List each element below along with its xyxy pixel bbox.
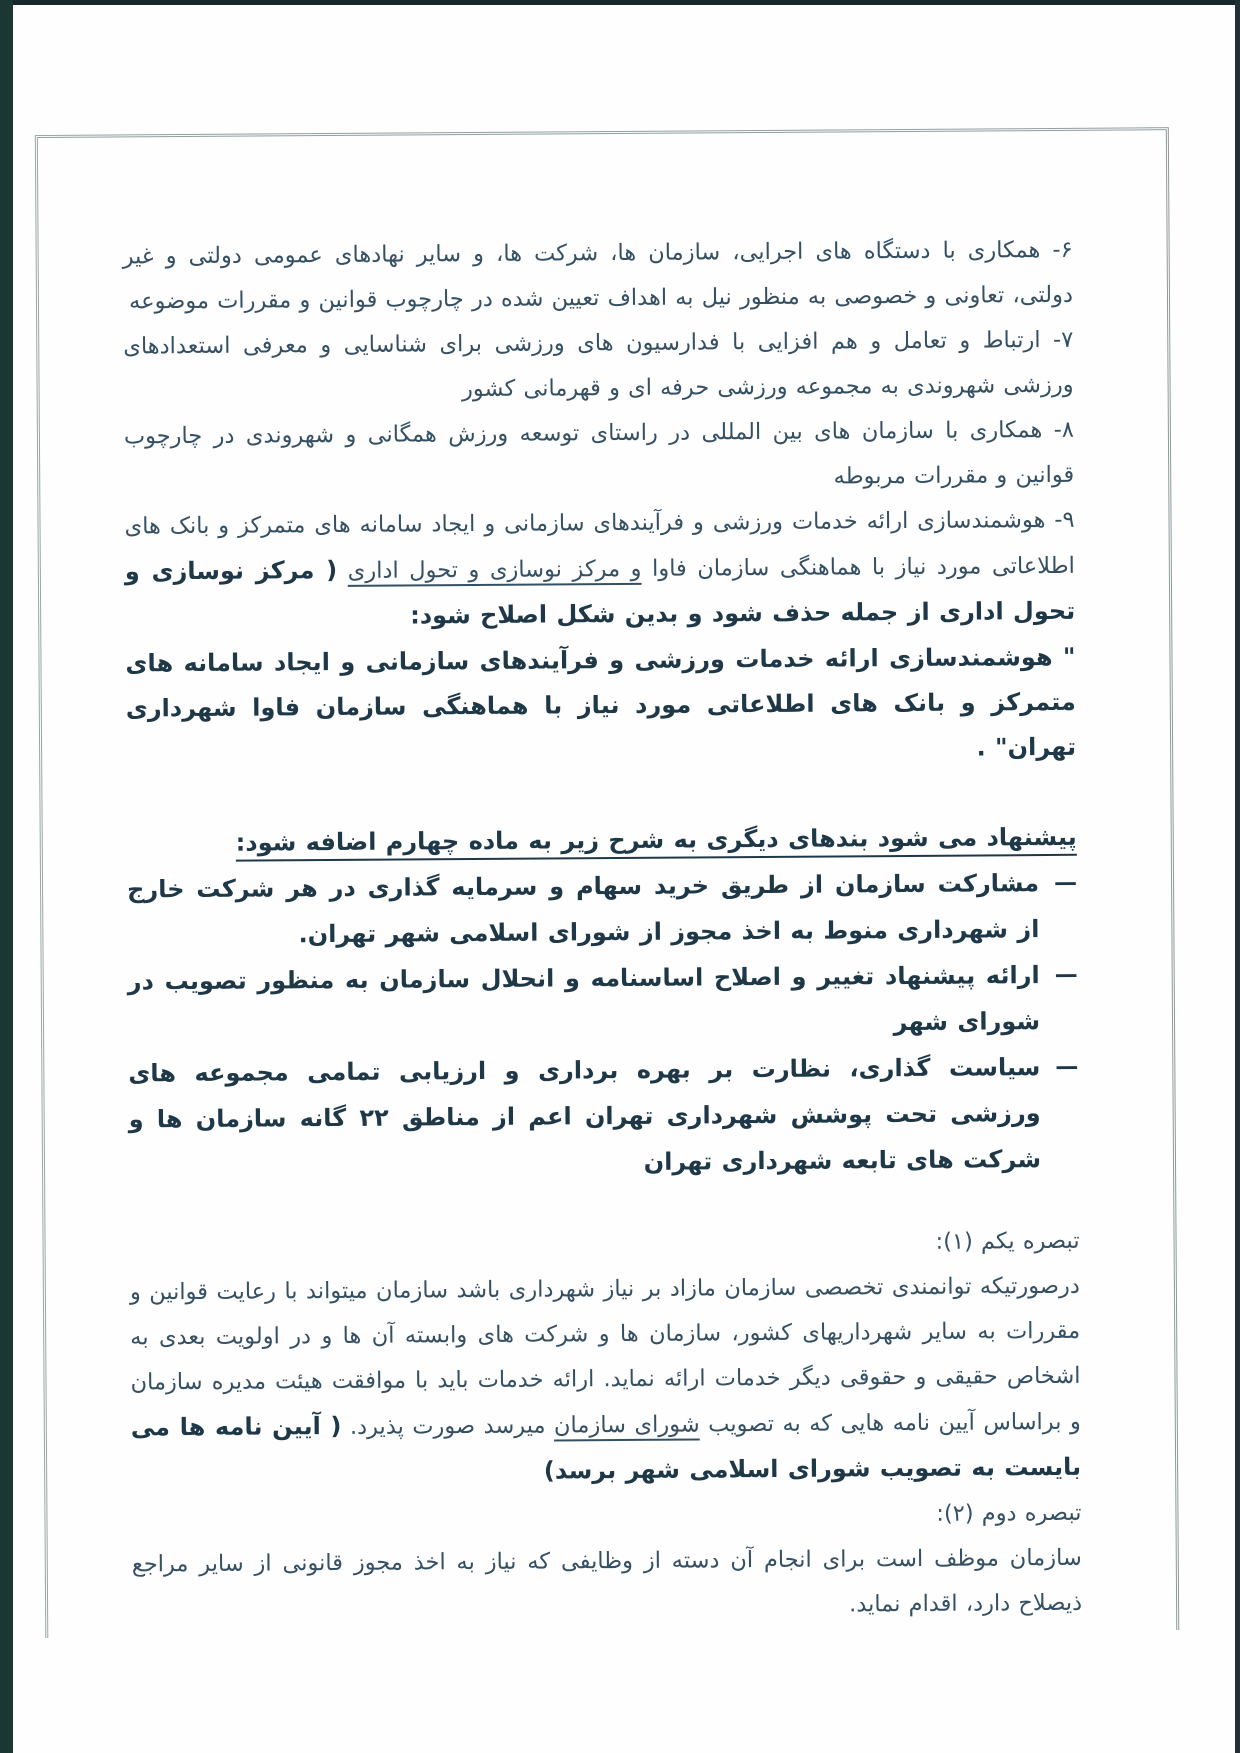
text-run: ارائه پیشنهاد تغییر و اصلاح اساسنامه و انحلال سازمان به منظور تصویب در شورای شهر: [127, 961, 1041, 1037]
text-run: ( مرکز نوسازی و تحول اداری از جمله حذف شود و بدین شکل اصلاح شود:: [124, 555, 1076, 630]
bullet-text: [127, 861, 1040, 959]
note-1-text: [130, 1264, 1082, 1498]
note-2-text: [132, 1536, 1083, 1633]
amended-clause-text: [125, 635, 1076, 777]
list-item: [128, 1045, 1079, 1190]
dash-bullet-icon: —: [1055, 1053, 1079, 1080]
text-run: سیاست گذاری، نظارت بر بهره برداری و ارزیابی تمامی مجموعه های ورزشی تحت پوشش شهرداری تهران اعم از مناطق ۲۲ گانه سازمان ها و شرکت های تابعه شهرداری تهران: [128, 1053, 1042, 1176]
text-run: شورای سازمان: [553, 1411, 700, 1439]
proposal-bullets: [127, 861, 1079, 1190]
text-run: میرسد صورت پذیرد.: [341, 1412, 555, 1440]
text-run: ۹- هوشمندسازی ارائه خدمات ورزشی و فرآیندهای سازمانی و ایجاد سامانه های متمرکز و بانک های اطلاعاتی مورد نیاز با هماهنگی سازمان فاوا: [124, 506, 1075, 582]
text-run: ( آیین نامه ها می بایست به تصویب شورای اسلامی شهر برسد): [130, 1411, 1082, 1485]
clause-9: [124, 498, 1075, 642]
note-1-label: تبصره یکم (۱):: [935, 1227, 1080, 1255]
dash-bullet-icon: —: [1053, 869, 1078, 896]
bullet-text: [128, 1045, 1041, 1189]
text-run: " هوشمندسازی ارائه خدمات ورزشی و فرآیندهای سازمانی و ایجاد سامانه های متمرکز و بانک های اطلاعاتی مورد نیاز با هماهنگی سازمان فاوا شهرداری تهران" .: [125, 642, 1077, 762]
proposal-heading-row: [127, 815, 1077, 868]
text-run: و مرکز نوسازی و تحول اداری: [347, 555, 642, 584]
document-content: [123, 228, 1083, 1633]
text-run: ۸- همکاری با سازمان های بین المللی در راستای توسعه ورزش همگانی و شهروندی در چارچوب قوانین و مقررات مربوطه: [123, 416, 1075, 490]
proposal-heading: پیشنهاد می شود بندهای دیگری به شرح زیر به ماده چهارم اضافه شود:: [235, 822, 1077, 857]
text-run: درصورتیکه توانمندی تخصصی سازمان مازاد بر نیاز شهرداری باشد سازمان میتواند با رعایت قوانین و مقررات به سایر شهرداریهای کشور، سازمان ها و شرکت های وابسته آن ها و در اولویت بعدی به اشخاص حقیقی و حقوقی دیگر خدمات ارائه نماید. ارائه خدمات باید با موافقت هیئت مدیره سازمان و براساس آیین نامه هایی که به تصویب: [129, 1272, 1081, 1438]
bullet-text: [128, 953, 1041, 1051]
list-item: [128, 953, 1079, 1052]
list-item: [127, 861, 1078, 960]
text-run: سازمان موظف است برای انجام آن دسته از وظایفی که نیاز به اخذ مجوز قانونی از سایر مراجع ذیصلاح دارد، اقدام نماید.: [131, 1544, 1083, 1618]
text-run: ۷- ارتباط و تعامل و هم افزایی با فدارسیون های ورزشی برای شناسایی و معرفی استعدادهای ورزشی شهروندی به مجموعه ورزشی حرفه ای و قهرمانی کشور: [123, 326, 1074, 403]
clause-7: [123, 318, 1074, 415]
clause-6: [123, 228, 1074, 325]
text-run: [337, 558, 348, 584]
clause-8: [124, 408, 1075, 505]
dash-bullet-icon: —: [1054, 961, 1078, 988]
note-2-label: تبصره دوم (۲):: [936, 1499, 1082, 1527]
text-run: ۶- همکاری با دستگاه های اجرایی، سازمان ها، شرکت ها، و سایر نهادهای عمومی دولتی و غیر دولتی، تعاونی و خصوصی به منظور نیل به اهداف تعیین شده در چارچوب قوانین و مقررات موضوعه: [122, 236, 1074, 315]
text-run: مشارکت سازمان از طریق خرید سهام و سرمایه گذاری در هر شرکت خارج از شهرداری منوط به اخذ مجوز از شورای اسلامی شهر تهران.: [126, 869, 1040, 949]
